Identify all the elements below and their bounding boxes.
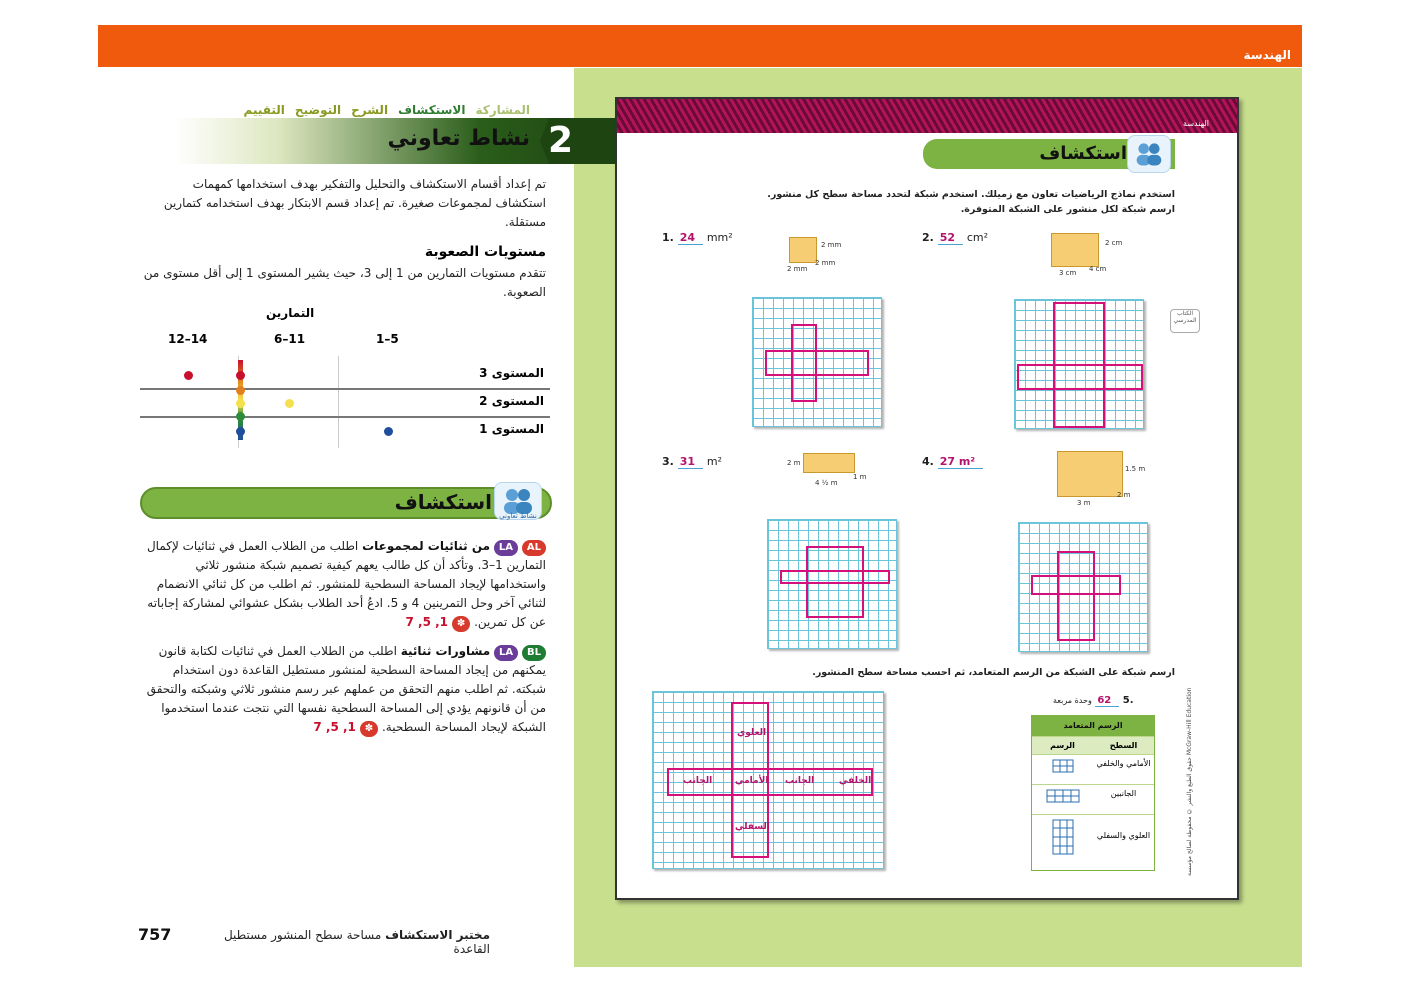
pairs-section: [140, 642, 546, 737]
problem-3: 3. 31 m²: [662, 455, 722, 468]
net-top: العلوي: [737, 728, 767, 738]
student-people-icon: [1127, 135, 1171, 173]
level-1: المستوى 1: [479, 422, 544, 436]
drawing-1: [1032, 755, 1093, 784]
margin-note: الكتاب المدرسي: [1170, 309, 1200, 333]
drawing-3: [1032, 815, 1093, 870]
grid-3[interactable]: [767, 519, 897, 649]
groups-section: [140, 537, 546, 632]
nav-explain[interactable]: الشرح: [351, 103, 389, 117]
badge-bl: BL: [522, 645, 546, 661]
drawing-2: [1032, 785, 1093, 814]
prism-2: [1051, 233, 1099, 267]
nav-evaluate[interactable]: التقييم: [243, 103, 285, 117]
table-row-3: العلوي والسفلي: [1096, 831, 1151, 840]
footer-lab: مختبر الاستكشاف: [385, 928, 490, 942]
nav-engage[interactable]: المشاركة: [475, 103, 530, 117]
problem-1: 1. 24 mm²: [662, 231, 733, 244]
range-12-14: 12–14: [168, 332, 208, 346]
student-header: الهندسة: [1183, 119, 1209, 128]
net-side1: الجانب: [683, 776, 713, 786]
lesson-nav: [243, 103, 530, 117]
answer-2[interactable]: 52: [938, 231, 963, 245]
net-back: الخلفي: [839, 776, 872, 786]
activity-title: نشاط تعاوني: [387, 126, 530, 151]
explore-label: استكشاف: [394, 490, 492, 514]
dot-level3: [184, 371, 193, 380]
footer-lesson: مساحة سطح المنشور مستطيل القاعدة: [223, 928, 490, 956]
cc-icon-2: ✽: [360, 721, 378, 737]
student-instruction: استخدم نماذج الرياضيات تعاون مع زميلك. استخدم شبكة لتحدد مساحة سطح كل منشور. ارسم شبكة لكل منشور على الشبكة المتوفرة.: [767, 189, 1175, 215]
nav-explore[interactable]: الاستكشاف: [398, 103, 466, 117]
footer-title: [185, 928, 490, 956]
col-drawing: الرسم: [1032, 737, 1093, 754]
grid-1[interactable]: [752, 297, 882, 427]
dot-level1: [384, 427, 393, 436]
problem-5: .5 62 وحدة مربعة: [1053, 695, 1134, 706]
range-6-11: 6–11: [274, 332, 306, 346]
student-explore-label: استكشاف: [1039, 143, 1127, 164]
groups-text: اطلب من الطلاب العمل في ثنائيات لإكمال التمارين 1–3. وتأكد أن كل طالب يعهم كيفية تصميم شبكة منشور ثلاثي واستخدامها لإيجاد المساحة السطحية للمنشور. ثم اطلب من كل ثنائي الانضمام لثنائي آخر وحل التمرينين 4 و 5. ادعُ أحد الطلاب بشكل عشوائي لمشاركة إجاباته عن كل تمرين.: [146, 539, 546, 629]
groups-refs: 1, 5, 7: [405, 615, 449, 629]
prism-1: [789, 237, 817, 263]
prism-3: [803, 453, 855, 473]
answer-3[interactable]: 31: [678, 455, 703, 469]
pairs-text: اطلب من الطلاب العمل في ثنائيات لكتابة قانون يمكنهم من إيجاد المساحة السطحية لمنشور مستطيل القاعدة دون استخدام شبكته. ثم اطلب منهم التحقق من عملهم عبر رسم منشور ثلاثي وشبكته والتحقق من أن قانونهم يؤدي إلى المساحة السطحية نفسها التي نتجت عندما استخدموا الشبكة لإيجاد المساحة السطحية.: [146, 644, 546, 734]
top-header-bar: [98, 25, 1302, 67]
nav-elaborate[interactable]: التوضيح: [294, 103, 342, 117]
copyright-note: حقوق الطبع والنشر © محفوظة لصالح مؤسسة McGraw-Hill Education: [1186, 687, 1193, 876]
student-instruction-2: ارسم شبكة على الشبكة من الرسم المتعامد، ثم احسب مساحة سطح المنشور.: [812, 667, 1175, 678]
header-title: الهندسة: [1243, 48, 1291, 62]
answer-5[interactable]: 62: [1095, 695, 1119, 707]
grid-5[interactable]: [652, 691, 884, 869]
level-3: المستوى 3: [479, 366, 544, 380]
table-title: الرسم المتعامد: [1032, 716, 1154, 736]
dot-level2: [285, 399, 294, 408]
people-icon: [501, 487, 535, 515]
student-page-preview: الهندسة استكشاف استخدم نماذج الرياضيات تعاون مع زميلك. استخدم شبكة لتحدد مساحة سطح كل منشور. ارسم شبكة لكل منشور على الشبكة المتوفرة. 1. 24 mm² 2 mm 2 mm 2 mm 2. 52 cm² 2 cm 3 cm 4 cm الكتاب المدرسي 3. 31 m² 2 m 1 m 4 ½ m 4. 27 m² 1.5 m 2 m 3 m ارسم شبكة على الشبكة من الرسم المتعامد، ثم احسب مساحة سطح المنشور. العلوي الجانب الأمامي الجانب الخلفي السفلي .5 62 وحدة مربعة الرسم المتعامد الرسم السطح الأمامي والخلفي الجانبين العلوي والسفلي: [615, 97, 1239, 900]
pairs-refs: 1, 5, 7: [313, 720, 356, 734]
difficulty-chart: [140, 306, 550, 456]
problem-4: 4. 27 m²: [922, 455, 983, 468]
col-face: السطح: [1093, 737, 1154, 754]
groups-title: من ثنائيات لمجموعات: [362, 539, 491, 553]
answer-4[interactable]: 27 m²: [938, 455, 983, 469]
icon-caption: نشاط تعاوني: [499, 512, 537, 520]
table-row-2: الجانبين: [1110, 789, 1137, 798]
net-side2: الجانب: [785, 776, 815, 786]
orthogonal-table: [1031, 715, 1155, 871]
net-front: الأمامي: [735, 776, 769, 786]
intro-paragraph: تم إعداد أقسام الاستكشاف والتحليل والتفكير بهدف استخدامها كمهمات استكشاف لمجموعات صغيرة. تم إعداد قسم الابتكار بهدف استخدامه كتمارين مستقلة.: [163, 177, 546, 229]
difficulty-text: تتقدم مستويات التمارين من 1 إلى 3، حيث يشير المستوى 1 إلى أقل مستوى من الصعوبة.: [143, 266, 546, 299]
table-row-1: الأمامي والخلفي: [1096, 759, 1151, 768]
problem-2: 2. 52 cm²: [922, 231, 989, 244]
cc-icon: ✽: [452, 616, 470, 632]
badge-la-2: LA: [494, 645, 518, 661]
badge-la: LA: [494, 540, 518, 556]
net-bottom: السفلي: [735, 822, 770, 832]
badge-al: AL: [522, 540, 546, 556]
pairs-title: مشاورات ثنائية: [400, 644, 491, 658]
answer-1[interactable]: 24: [678, 231, 703, 245]
difficulty-heading: مستويات الصعوبة: [424, 244, 546, 260]
page-number: 757: [138, 925, 172, 944]
activity-number: 2: [548, 120, 574, 161]
grid-4[interactable]: [1018, 522, 1148, 652]
grid-2[interactable]: [1014, 299, 1144, 429]
prism-4: [1057, 451, 1123, 497]
range-1-5: 1–5: [376, 332, 399, 346]
level-2: المستوى 2: [479, 394, 544, 408]
exercises-label: التمارين: [266, 306, 315, 320]
